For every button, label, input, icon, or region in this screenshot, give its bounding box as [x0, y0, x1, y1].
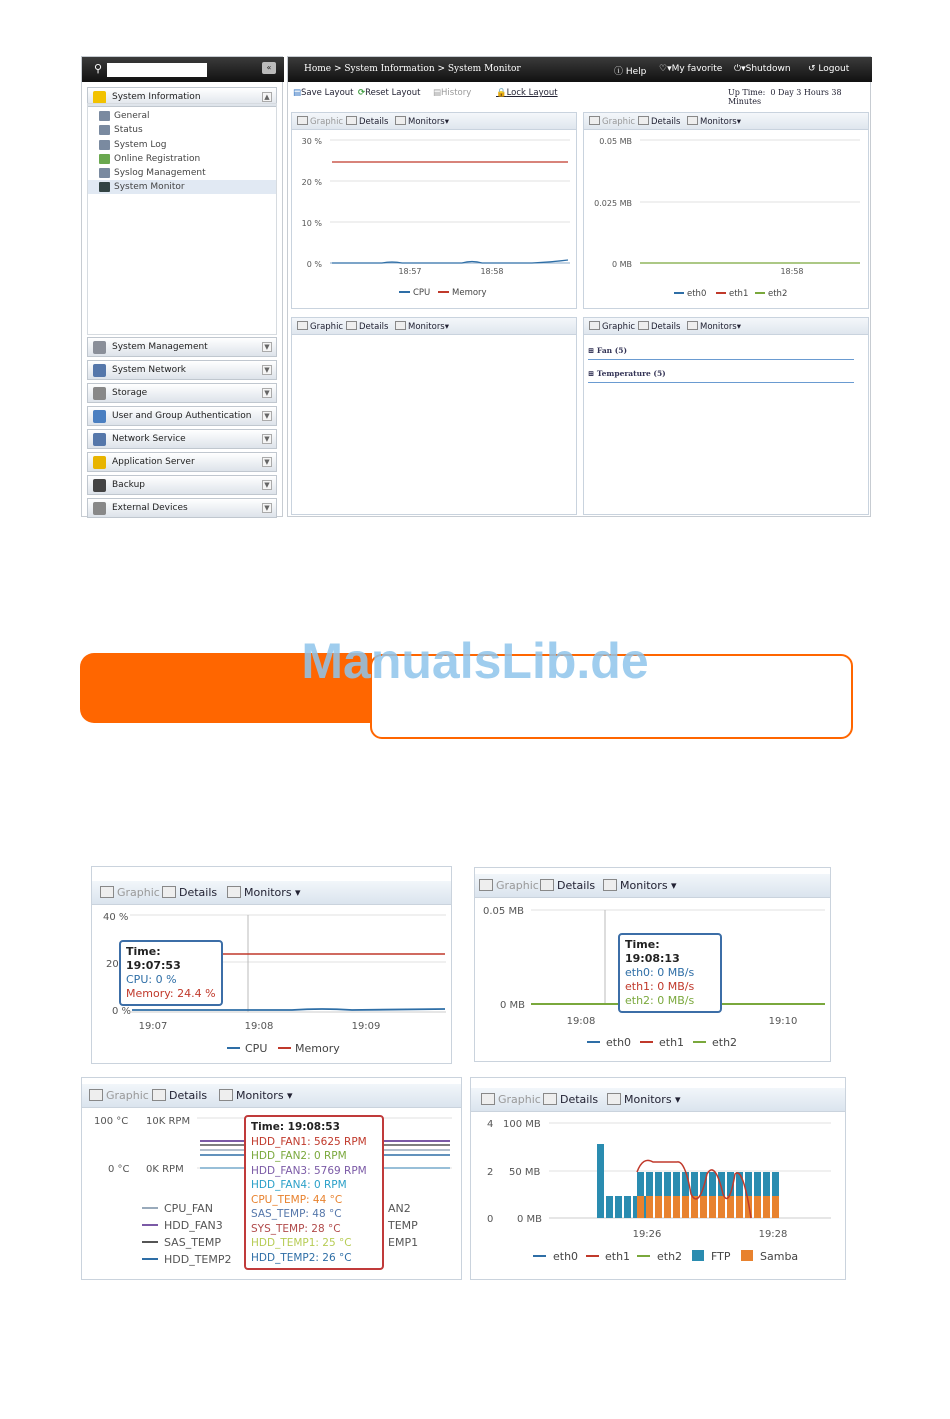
legend-eth2: eth2: [712, 1036, 738, 1049]
bar: [673, 1196, 680, 1218]
shutdown-link[interactable]: ⏻▾Shutdown: [734, 64, 791, 74]
x-tick: 19:07: [138, 1021, 168, 1032]
bar: [615, 1196, 622, 1218]
bar: [637, 1172, 644, 1196]
fan-group[interactable]: ⊞ Fan (5): [588, 346, 854, 360]
legend-eth2: eth2: [768, 289, 788, 299]
graphic-tab[interactable]: Graphic: [297, 321, 343, 332]
legend-eth0: eth0: [687, 289, 707, 299]
zoom-network-panel: [474, 867, 831, 1062]
expand-arrow-icon[interactable]: ▼: [262, 365, 272, 375]
legend-memory: Memory: [452, 288, 487, 298]
uptime: Up Time: 0 Day 3 Hours 38 Minutes: [728, 88, 842, 106]
expand-arrow-icon[interactable]: ▼: [262, 342, 272, 352]
zoom-service-panel: [470, 1077, 846, 1280]
graphic-tab[interactable]: Graphic: [100, 886, 160, 899]
panel-toolbar: [82, 1084, 461, 1108]
legend-fragment: TEMP: [388, 1219, 418, 1232]
legend-cpu: CPU: [413, 288, 431, 298]
legend-hdd-temp2: HDD_TEMP2: [164, 1253, 232, 1266]
panel-toolbar: [584, 318, 868, 335]
monitors-dropdown[interactable]: Monitors ▾: [607, 1093, 681, 1106]
details-tab[interactable]: Details: [346, 321, 388, 332]
bar: [637, 1196, 644, 1218]
y-tick: 10 %: [301, 219, 322, 228]
y-label: 0 °C: [108, 1164, 130, 1175]
bar: [682, 1196, 689, 1218]
monitor-icon: [99, 182, 110, 192]
details-tab[interactable]: Details: [162, 886, 217, 899]
graphic-tab[interactable]: Graphic: [589, 116, 635, 127]
y-tick: 20 %: [301, 178, 322, 187]
bar: [655, 1196, 662, 1218]
panel-toolbar: [292, 318, 576, 335]
details-tab[interactable]: Details: [543, 1093, 598, 1106]
section-label: System Information: [112, 92, 201, 102]
legend-eth1: eth1: [659, 1036, 685, 1049]
section-system-management[interactable]: System Management ▼: [87, 337, 277, 357]
bar: [664, 1196, 671, 1218]
status-icon: [99, 125, 110, 135]
expand-arrow-icon[interactable]: ▼: [262, 457, 272, 467]
cpu-memory-panel: [291, 112, 577, 309]
monitors-dropdown[interactable]: Monitors▾: [395, 116, 449, 127]
section-external-devices[interactable]: External Devices ▼: [87, 498, 277, 518]
expand-arrow-icon[interactable]: ▼: [262, 434, 272, 444]
log-icon: [99, 140, 110, 150]
hardware-details-panel: [583, 317, 869, 515]
logout-link[interactable]: ↺ Logout: [808, 64, 850, 74]
expand-arrow-icon[interactable]: ▼: [262, 411, 272, 421]
legend-swatch: [692, 1250, 704, 1261]
network-icon: [93, 364, 106, 377]
history-button[interactable]: ▤History: [433, 88, 472, 98]
tree-item-online-registration[interactable]: Online Registration: [96, 152, 276, 166]
monitors-dropdown[interactable]: Monitors ▾: [227, 886, 301, 899]
graphic-tab[interactable]: Graphic: [479, 879, 539, 892]
bar: [606, 1196, 613, 1218]
bar: [736, 1172, 743, 1196]
y-label: 0K RPM: [146, 1164, 184, 1175]
x-tick: 19:08: [566, 1016, 596, 1027]
tree-item-system-monitor[interactable]: System Monitor: [88, 180, 276, 194]
y-tick: 30 %: [301, 137, 322, 146]
y-tick: 0.025 MB: [594, 199, 632, 208]
graphic-tab[interactable]: Graphic: [481, 1093, 541, 1106]
lock-layout-button[interactable]: 🔒Lock Layout: [496, 88, 558, 98]
bar: [709, 1196, 716, 1218]
external-device-icon: [93, 502, 106, 515]
system-information-tree: [87, 103, 277, 335]
legend-ftp: FTP: [711, 1250, 731, 1263]
y-tick: 0.05 MB: [599, 137, 632, 146]
monitors-dropdown[interactable]: Monitors▾: [687, 116, 741, 127]
watermark: ManualsLib.de: [301, 633, 649, 689]
syslog-icon: [99, 168, 110, 178]
bar: [597, 1144, 604, 1218]
legend-eth0: eth0: [553, 1250, 579, 1263]
details-tab[interactable]: Details: [638, 116, 680, 127]
collapse-arrow-icon[interactable]: ▲: [262, 92, 272, 102]
legend-sas-temp: SAS_TEMP: [164, 1236, 221, 1249]
section-storage[interactable]: Storage ▼: [87, 383, 277, 403]
bar: [646, 1196, 653, 1218]
bar: [624, 1196, 631, 1218]
service-chart: [471, 1114, 847, 1281]
search-bar: [82, 57, 284, 82]
legend-fragment: EMP1: [388, 1236, 419, 1249]
details-tab[interactable]: Details: [346, 116, 388, 127]
top-bar: [288, 57, 872, 82]
bar: [691, 1172, 698, 1196]
y-tick: 0 %: [306, 260, 322, 269]
collapse-button[interactable]: «: [262, 62, 276, 74]
y-tick: 40 %: [103, 912, 129, 923]
bar: [682, 1172, 689, 1196]
application-icon: [93, 456, 106, 469]
y-tick: 0.05 MB: [483, 906, 524, 917]
monitors-dropdown[interactable]: Monitors ▾: [219, 1089, 293, 1102]
bar: [718, 1172, 725, 1196]
legend-samba: Samba: [760, 1250, 799, 1263]
users-icon: [93, 410, 106, 423]
left-navigation-panel: [81, 56, 283, 517]
backup-icon: [93, 479, 106, 492]
monitors-dropdown[interactable]: Monitors▾: [395, 321, 449, 332]
legend-cpu-fan: CPU_FAN: [164, 1202, 213, 1215]
expand-arrow-icon[interactable]: ▼: [262, 388, 272, 398]
bar: [664, 1172, 671, 1196]
bar: [772, 1172, 779, 1196]
network-tooltip: Time: 19:08:13 eth0: 0 MB/s eth1: 0 MB/s eth2: 0 MB/s: [618, 933, 722, 1013]
x-tick: 19:10: [768, 1016, 798, 1027]
monitors-dropdown[interactable]: Monitors ▾: [603, 879, 677, 892]
x-tick: 19:26: [632, 1229, 662, 1240]
details-tab[interactable]: Details: [152, 1089, 207, 1102]
details-tab[interactable]: Details: [638, 321, 680, 332]
graphic-tab[interactable]: Graphic: [297, 116, 343, 127]
tree-item-system-log[interactable]: System Log: [96, 138, 276, 152]
bar: [763, 1196, 770, 1218]
favorite-link[interactable]: ♡▾My favorite: [659, 64, 723, 74]
legend-hdd-fan3: HDD_FAN3: [164, 1219, 223, 1232]
graphic-tab[interactable]: Graphic: [89, 1089, 149, 1102]
x-tick: 18:57: [398, 267, 422, 276]
search-icon: ⚲: [94, 62, 103, 75]
bar: [736, 1196, 743, 1218]
x-tick: 19:09: [351, 1021, 381, 1032]
y-label: 2: [487, 1167, 494, 1178]
section-user-group-auth[interactable]: User and Group Authentication ▼: [87, 406, 277, 426]
temperature-group[interactable]: ⊞ Temperature (5): [588, 369, 854, 383]
section-system-network[interactable]: System Network ▼: [87, 360, 277, 380]
tree-item-general[interactable]: General: [96, 109, 276, 123]
panel-toolbar: [471, 1088, 845, 1112]
network-panel: [583, 112, 869, 309]
x-tick: 19:08: [244, 1021, 274, 1032]
bar: [709, 1172, 716, 1196]
bar: [673, 1172, 680, 1196]
cpu-memory-chart: [292, 130, 578, 310]
bar: [772, 1196, 779, 1218]
cpu-line: [332, 260, 568, 263]
x-tick: 19:28: [758, 1229, 788, 1240]
zoom-cpu-panel: [91, 866, 452, 1064]
bar: [754, 1196, 761, 1218]
y-label: 0 MB: [517, 1214, 543, 1225]
expand-arrow-icon[interactable]: ▼: [262, 480, 272, 490]
legend-cpu: CPU: [245, 1042, 268, 1055]
bar: [646, 1172, 653, 1196]
x-tick: 18:58: [480, 267, 504, 276]
breadcrumb: Home > System Information > System Monitor: [304, 64, 521, 74]
tools-icon: [93, 341, 106, 354]
graphic-tab[interactable]: Graphic: [589, 321, 635, 332]
panel-toolbar: [292, 113, 576, 130]
panel-toolbar: [92, 881, 451, 905]
monitors-dropdown[interactable]: Monitors▾: [687, 321, 741, 332]
bar: [727, 1196, 734, 1218]
y-tick: 20: [106, 959, 119, 970]
network-service-icon: [93, 433, 106, 446]
bar: [700, 1196, 707, 1218]
details-tab[interactable]: Details: [540, 879, 595, 892]
legend-eth1: eth1: [605, 1250, 631, 1263]
bar: [763, 1172, 770, 1196]
y-tick: 0 MB: [500, 1000, 526, 1011]
y-tick: 0 MB: [611, 260, 632, 269]
legend-fragment: AN2: [388, 1202, 411, 1215]
y-label: 100 MB: [503, 1119, 541, 1130]
y-label: 0: [487, 1214, 494, 1225]
tree-item-status[interactable]: Status: [96, 123, 276, 137]
expand-arrow-icon[interactable]: ▼: [262, 503, 272, 513]
section-application-server[interactable]: Application Server ▼: [87, 452, 277, 472]
empty-monitor-panel: [291, 317, 577, 515]
y-label: 50 MB: [509, 1167, 541, 1178]
legend-eth1: eth1: [729, 289, 749, 299]
x-tick: 18:58: [780, 267, 804, 276]
general-icon: [99, 111, 110, 121]
tree-item-syslog-management[interactable]: Syslog Management: [96, 166, 276, 180]
bar: [718, 1196, 725, 1218]
section-network-service[interactable]: Network Service ▼: [87, 429, 277, 449]
storage-icon: [93, 387, 106, 400]
zoom-hardware-panel: [81, 1077, 462, 1280]
save-layout-button[interactable]: ▤Save Layout: [293, 88, 354, 98]
hardware-tooltip: Time: 19:08:53 HDD_FAN1: 5625 RPM HDD_FAN2: 0 RPM HDD_FAN3: 5769 RPM HDD_FAN4: 0 RPM CPU_TEMP: 44 °C SAS_TEMP: 48 °C SYS_TEMP: 28 °C HDD_TEMP1: 25 °C HDD_TEMP2: 26 °C: [244, 1115, 384, 1270]
reset-layout-button[interactable]: ⟳Reset Layout: [358, 88, 421, 98]
legend-swatch: [741, 1250, 753, 1261]
section-backup[interactable]: Backup ▼: [87, 475, 277, 495]
y-label: 4: [487, 1119, 494, 1130]
main-panel: [287, 56, 871, 517]
y-tick: 0 %: [112, 1006, 132, 1017]
network-chart: [584, 130, 870, 310]
y-label: 100 °C: [94, 1116, 129, 1127]
panel-toolbar: [584, 113, 868, 130]
help-link[interactable]: ⓘ Help: [614, 67, 647, 77]
layout-toolbar: [288, 85, 872, 106]
legend-eth2: eth2: [657, 1250, 683, 1263]
legend-memory: Memory: [295, 1042, 340, 1055]
bar: [655, 1172, 662, 1196]
cpu-line: [132, 1009, 445, 1010]
panel-toolbar: [475, 874, 830, 898]
search-input[interactable]: [107, 63, 207, 77]
y-label: 10K RPM: [146, 1116, 191, 1127]
cpu-tooltip: Time: 19:07:53 CPU: 0 % Memory: 24.4 %: [119, 940, 223, 1006]
registration-icon: [99, 154, 110, 164]
legend-eth0: eth0: [606, 1036, 632, 1049]
bar: [754, 1172, 761, 1196]
